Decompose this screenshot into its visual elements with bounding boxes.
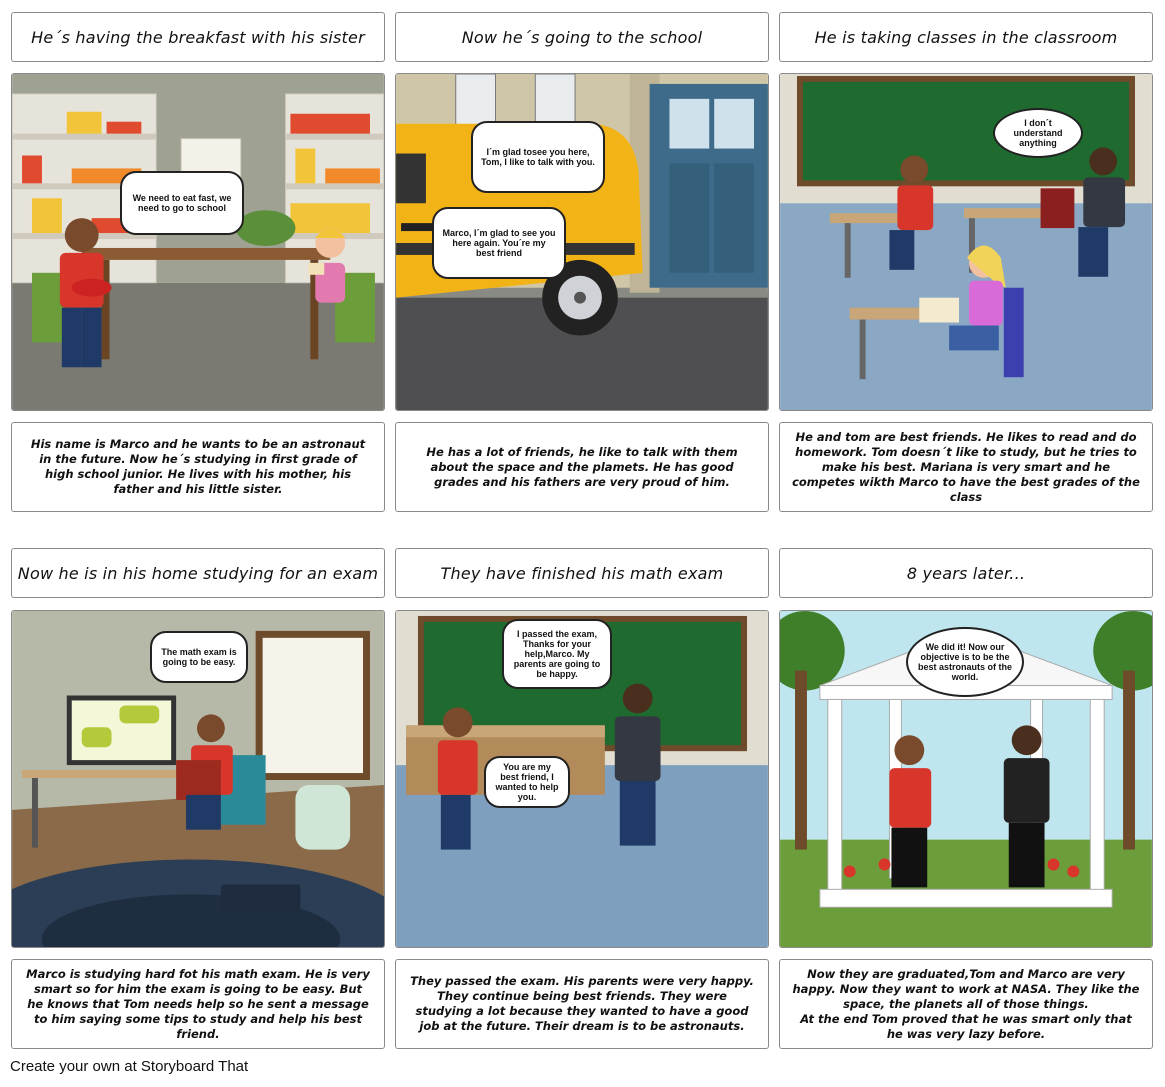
- panel-2-caption: He has a lot of friends, he like to talk with them about the space and the plamets. He has good grades and his fathers are very proud of him.: [395, 422, 769, 512]
- panel-5-speech-bubble-marco: You are my best friend, I wanted to help you.: [484, 756, 570, 808]
- panel-2-speech-bubble-marco: Marco, I´m glad to see you here again. You´re my best friend: [432, 207, 566, 279]
- panel-5-scene: [395, 610, 769, 948]
- panel-6-title: 8 years later...: [779, 548, 1153, 598]
- panel-2-title: Now he´s going to the school: [395, 12, 769, 62]
- breakfast-illustration: [12, 74, 384, 410]
- footer-credit: Create your own at Storyboard That: [10, 1058, 249, 1075]
- panel-4-title: Now he is in his home studying for an exam: [11, 548, 385, 598]
- panel-3-title: He is taking classes in the classroom: [779, 12, 1153, 62]
- panel-5-title: They have finished his math exam: [395, 548, 769, 598]
- panel-4-scene: [11, 610, 385, 948]
- classroom-illustration: [780, 74, 1152, 410]
- panel-6-scene: [779, 610, 1153, 948]
- panel-1-title: He´s having the breakfast with his sister: [11, 12, 385, 62]
- panel-6-caption: Now they are graduated,Tom and Marco are very happy. Now they want to work at NASA. They like the space, the planets all of those things. At the end Tom proved that he was smart only that he was very lazy before.: [779, 959, 1153, 1049]
- panel-4-speech-bubble: The math exam is going to be easy.: [150, 631, 248, 683]
- panel-5-speech-bubble-tom: I passed the exam, Thanks for your help,Marco. My parents are going to be happy.: [502, 619, 612, 689]
- panel-3-caption: He and tom are best friends. He likes to read and do homework. Tom doesn´t like to study, but he tries to make his best. Mariana is very smart and he competes wikth Marco to have the best grades of the class: [779, 422, 1153, 512]
- panel-3-speech-bubble: I don´t understand anything: [993, 108, 1083, 158]
- panel-4-caption: Marco is studying hard fot his math exam. He is very smart so for him the exam is going to be easy. But he knows that Tom needs help so he sent a message to him saying some tips to study and help his best friend.: [11, 959, 385, 1049]
- panel-2-speech-bubble-tom: I´m glad tosee you here, Tom, I like to talk with you.: [471, 121, 605, 193]
- panel-1-scene: [11, 73, 385, 411]
- panel-3-scene: [779, 73, 1153, 411]
- panel-2-scene: [395, 73, 769, 411]
- panel-1-caption: His name is Marco and he wants to be an astronaut in the future. Now he´s studying in first grade of high school junior. He lives with his mother, his father and his little sister.: [11, 422, 385, 512]
- panel-5-caption: They passed the exam. His parents were very happy. They continue being best friends. They were studying a lot because they wanted to have a good job at the future. Their dream is to be astronauts.: [395, 959, 769, 1049]
- panel-1-speech-bubble: We need to eat fast, we need to go to school: [120, 171, 244, 235]
- panel-6-speech-bubble: We did it! Now our objective is to be the best astronauts of the world.: [906, 627, 1024, 697]
